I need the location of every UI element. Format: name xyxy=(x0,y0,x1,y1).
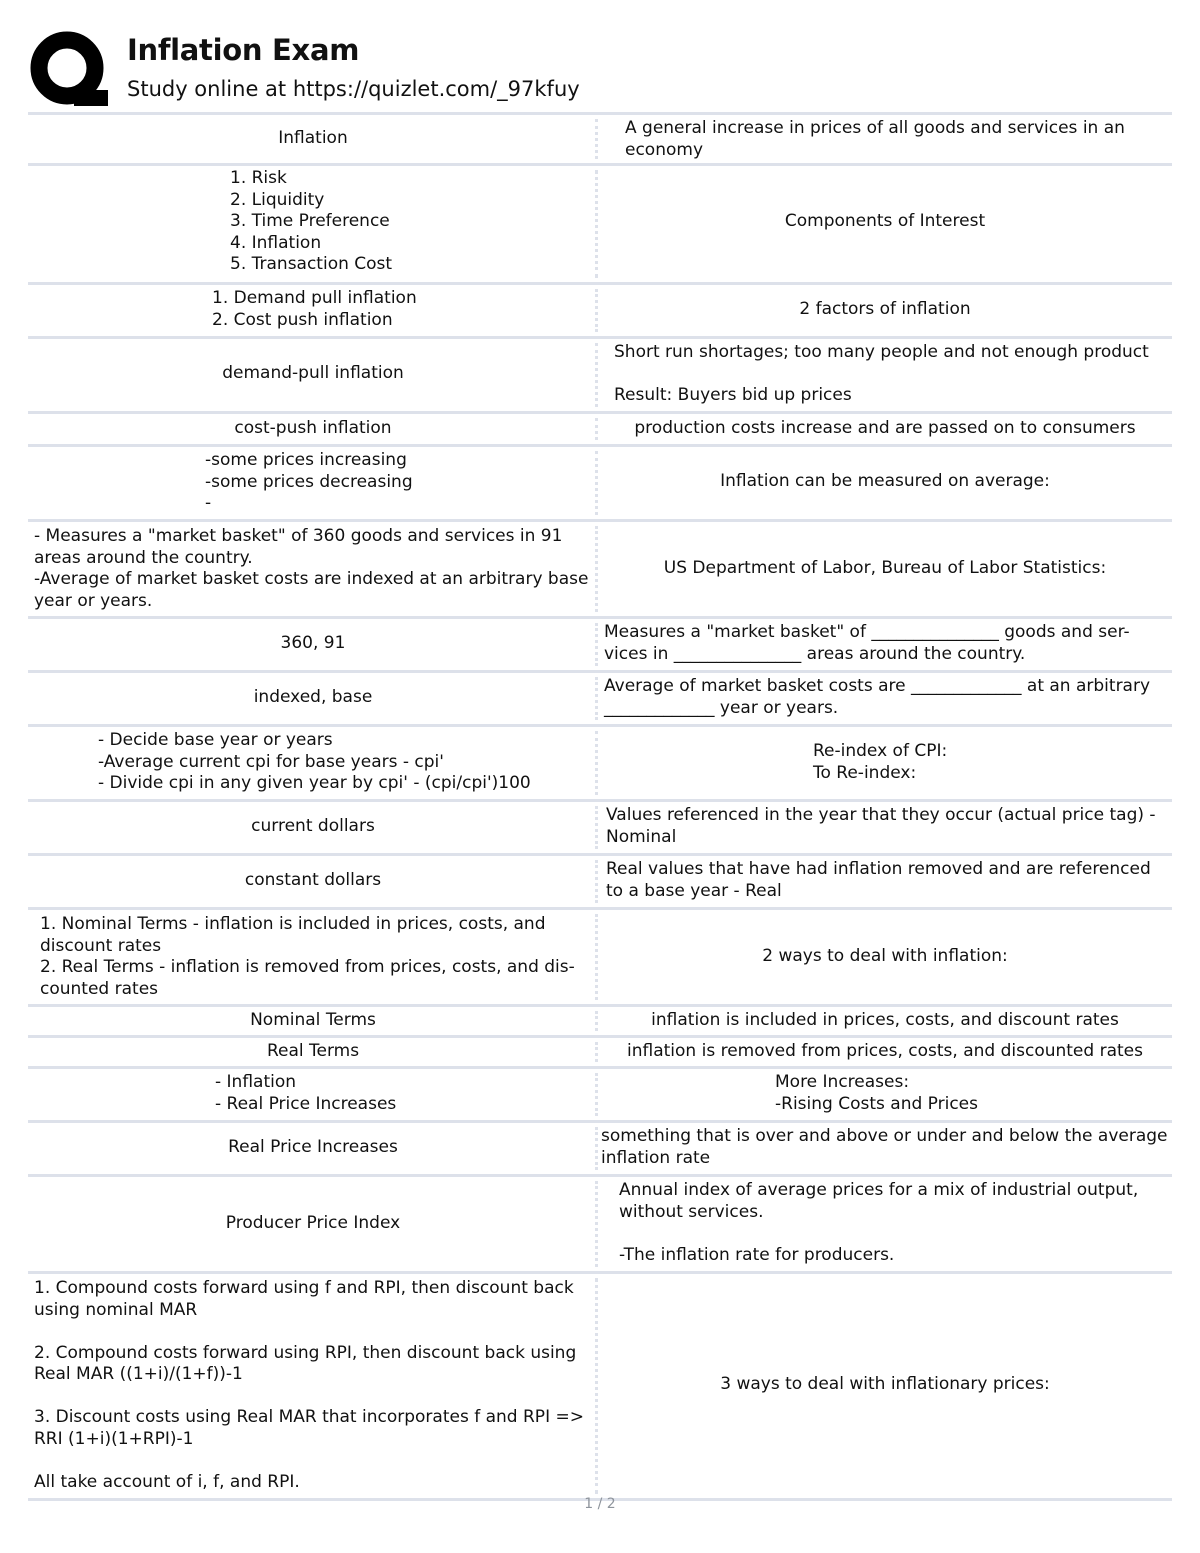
card-term: Real Price Increases xyxy=(228,1137,398,1157)
column-divider xyxy=(595,860,598,903)
card-definition: Measures a "market basket" of _______________ goods and ser- vices in _______________ areas around the country. xyxy=(604,622,1130,664)
card-term: 360, 91 xyxy=(280,633,346,653)
card-definition: Average of market basket costs are _____________ at an arbitrary _____________ year or years. xyxy=(604,676,1151,718)
card-definition: Short run shortages; too many people and not enough product Result: Buyers bid up prices xyxy=(614,342,1149,405)
page-number: 1 / 2 xyxy=(584,1496,616,1512)
card-definition: Real values that have had inflation removed and are referenced to a base year - Real xyxy=(606,859,1151,901)
study-link[interactable]: Study online at https://quizlet.com/_97kfuy xyxy=(127,77,580,101)
column-divider xyxy=(595,119,598,159)
card-row xyxy=(28,670,1172,724)
card-term: Real Terms xyxy=(266,1041,360,1061)
card-definition: inflation is removed from prices, costs, and discounted rates xyxy=(627,1041,1143,1061)
card-definition: More Increases: -Rising Costs and Prices xyxy=(775,1072,978,1114)
card-definition: Re-index of CPI: To Re-index: xyxy=(813,741,948,783)
card-row xyxy=(28,1271,1172,1501)
card-term: Nominal Terms xyxy=(250,1010,376,1030)
column-divider xyxy=(595,731,598,795)
column-divider xyxy=(595,623,598,666)
column-divider xyxy=(595,526,598,612)
card-row xyxy=(28,853,1172,907)
card-term: Producer Price Index xyxy=(225,1213,401,1233)
card-definition: A general increase in prices of all goods and services in an economy xyxy=(625,118,1125,160)
card-row xyxy=(28,282,1172,336)
card-definition: 2 ways to deal with inflation: xyxy=(762,946,1008,966)
card-definition: Values referenced in the year that they occur (actual price tag) - Nominal xyxy=(606,805,1156,847)
card-row xyxy=(28,411,1172,444)
card-row xyxy=(28,1066,1172,1120)
quizlet-logo-icon xyxy=(30,30,108,108)
column-divider xyxy=(595,1127,598,1170)
card-term: - Measures a "market basket" of 360 goods and services in 91 areas around the country. -Average of market basket costs are indexed at an arbitrary base year or years. xyxy=(34,526,589,611)
card-term: Inflation xyxy=(278,128,348,148)
column-divider xyxy=(595,451,598,515)
card-term: - Decide base year or years -Average current cpi for base years - cpi' - Divide cpi in any given year by cpi' - (cpi/cpi')100 xyxy=(98,730,531,793)
column-divider xyxy=(595,1181,598,1267)
card-row xyxy=(28,1174,1172,1271)
card-term: -some prices increasing -some prices decreasing - xyxy=(205,450,413,513)
column-divider xyxy=(595,170,598,278)
card-row xyxy=(28,112,1172,163)
card-definition: Inflation can be measured on average: xyxy=(720,471,1050,491)
card-definition: production costs increase and are passed on to consumers xyxy=(634,418,1136,438)
card-definition: Annual index of average prices for a mix of industrial output, without services. -The inflation rate for producers. xyxy=(619,1180,1139,1265)
column-divider xyxy=(595,677,598,720)
column-divider xyxy=(595,914,598,1000)
card-term: cost-push inflation xyxy=(234,418,392,438)
card-row xyxy=(28,519,1172,616)
column-divider xyxy=(595,1073,598,1116)
column-divider xyxy=(595,343,598,407)
header xyxy=(30,30,1180,110)
card-row xyxy=(28,724,1172,799)
column-divider xyxy=(595,1042,598,1062)
card-row xyxy=(28,1035,1172,1066)
card-term: 1. Nominal Terms - inflation is included in prices, costs, and discount rates 2. Real Terms - inflation is removed from prices, costs, and dis- counted rates xyxy=(40,914,575,999)
card-row xyxy=(28,616,1172,670)
column-divider xyxy=(595,1278,598,1494)
card-term: current dollars xyxy=(251,816,375,836)
card-definition: 2 factors of inflation xyxy=(799,299,971,319)
card-definition: something that is over and above or under and below the average inflation rate xyxy=(601,1126,1168,1168)
card-term: - Inflation - Real Price Increases xyxy=(215,1072,397,1114)
card-row xyxy=(28,1004,1172,1035)
column-divider xyxy=(595,806,598,849)
column-divider xyxy=(595,1011,598,1031)
card-row xyxy=(28,163,1172,282)
flashcard-table xyxy=(28,112,1172,1501)
card-term: 1. Demand pull inflation 2. Cost push inflation xyxy=(212,288,417,330)
card-definition: inflation is included in prices, costs, and discount rates xyxy=(651,1010,1119,1030)
column-divider xyxy=(595,289,598,332)
card-row xyxy=(28,1120,1172,1174)
card-row xyxy=(28,336,1172,411)
card-definition: Components of Interest xyxy=(784,211,986,231)
card-term: constant dollars xyxy=(244,870,382,890)
column-divider xyxy=(595,418,598,440)
card-definition: 3 ways to deal with inflationary prices: xyxy=(720,1374,1050,1394)
page-title: Inflation Exam xyxy=(127,33,360,67)
card-definition: US Department of Labor, Bureau of Labor Statistics: xyxy=(663,558,1107,578)
card-term: 1. Compound costs forward using f and RPI, then discount back using nominal MAR 2. Compound costs forward using RPI, then discount back using Real MAR ((1+i)/(1+f))-1 3. Discount costs using Real MAR that incorporates f and RPI => RRI (1+i)(1+RPI)-1 All take account of i, f, and RPI. xyxy=(34,1278,584,1492)
card-row xyxy=(28,444,1172,519)
card-row xyxy=(28,907,1172,1004)
card-term: demand-pull inflation xyxy=(222,363,404,383)
card-term: indexed, base xyxy=(253,687,373,707)
card-row xyxy=(28,799,1172,853)
card-term: 1. Risk 2. Liquidity 3. Time Preference 4. Inflation 5. Transaction Cost xyxy=(230,168,393,274)
